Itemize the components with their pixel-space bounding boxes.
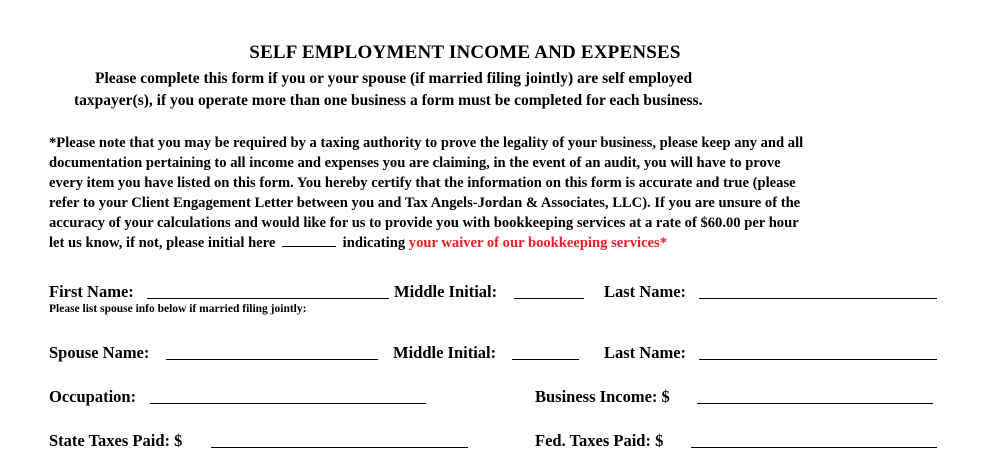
- occupation-input[interactable]: [152, 387, 424, 403]
- last-name-label: Last Name:: [604, 282, 687, 301]
- disclaimer-line: documentation pertaining to all income and expenses you are claiming, in the event of an audit, you will have to prove: [49, 155, 781, 171]
- spouse-name-input[interactable]: [168, 343, 376, 359]
- fed-taxes-paid-input[interactable]: [693, 431, 935, 447]
- initial-prompt: let us know, if not, please initial here: [49, 235, 276, 251]
- spouse-middle-initial-underline: [512, 359, 579, 360]
- fed-taxes-paid-underline: [691, 447, 937, 448]
- disclaimer-line: refer to your Client Engagement Letter between you and Tax Angels-Jordan & Associates, LLC). If you are unsure of the: [49, 195, 801, 211]
- spouse-middle-initial-input[interactable]: [514, 343, 577, 359]
- instructions-line-2: taxpayer(s), if you operate more than one business a form must be completed for each business.: [74, 92, 703, 109]
- first-name-underline: [147, 298, 389, 299]
- middle-initial-underline: [514, 298, 584, 299]
- waiver-asterisk: *: [659, 235, 668, 251]
- spouse-middle-initial-label: Middle Initial:: [393, 343, 497, 362]
- business-income-label: Business Income: $: [535, 387, 670, 406]
- waiver-text: your waiver of our bookkeeping services: [408, 235, 660, 251]
- spouse-name-label: Spouse Name:: [49, 343, 150, 362]
- spouse-last-name-input[interactable]: [701, 343, 935, 359]
- occupation-label: Occupation:: [49, 387, 137, 406]
- state-taxes-paid-underline: [211, 447, 468, 448]
- disclaimer-paragraph: [49, 133, 959, 253]
- disclaimer-line: accuracy of your calculations and would like for us to provide you with bookkeeping services at a rate of $60.00 per hour: [49, 215, 799, 231]
- last-name-underline: [699, 298, 937, 299]
- disclaimer-line: every item you have listed on this form. You hereby certify that the information on this form is accurate and true (please: [49, 175, 796, 191]
- middle-initial-label: Middle Initial:: [394, 282, 498, 301]
- form-title: SELF EMPLOYMENT INCOME AND EXPENSES: [249, 42, 681, 63]
- initial-here-field[interactable]: [282, 233, 336, 247]
- spouse-note: Please list spouse info below if married filing jointly:: [49, 303, 307, 315]
- spouse-last-name-underline: [699, 359, 937, 360]
- state-taxes-paid-label: State Taxes Paid: $: [49, 431, 183, 450]
- business-income-underline: [697, 403, 933, 404]
- state-taxes-paid-input[interactable]: [213, 431, 466, 447]
- spouse-last-name-label: Last Name:: [604, 343, 687, 362]
- first-name-input[interactable]: [149, 282, 387, 298]
- first-name-label: First Name:: [49, 282, 134, 301]
- spouse-name-underline: [166, 359, 378, 360]
- disclaimer-line: *Please note that you may be required by a taxing authority to prove the legality of your business, please keep any and all: [49, 135, 804, 151]
- last-name-input[interactable]: [701, 282, 935, 298]
- indicating-text: indicating: [342, 235, 406, 251]
- business-income-input[interactable]: [699, 387, 931, 403]
- instructions-line-1: Please complete this form if you or your spouse (if married filing jointly) are self employed: [95, 70, 693, 87]
- middle-initial-input[interactable]: [516, 282, 582, 298]
- occupation-underline: [150, 403, 426, 404]
- disclaimer-last-line: [49, 233, 959, 253]
- fed-taxes-paid-label: Fed. Taxes Paid: $: [535, 431, 664, 450]
